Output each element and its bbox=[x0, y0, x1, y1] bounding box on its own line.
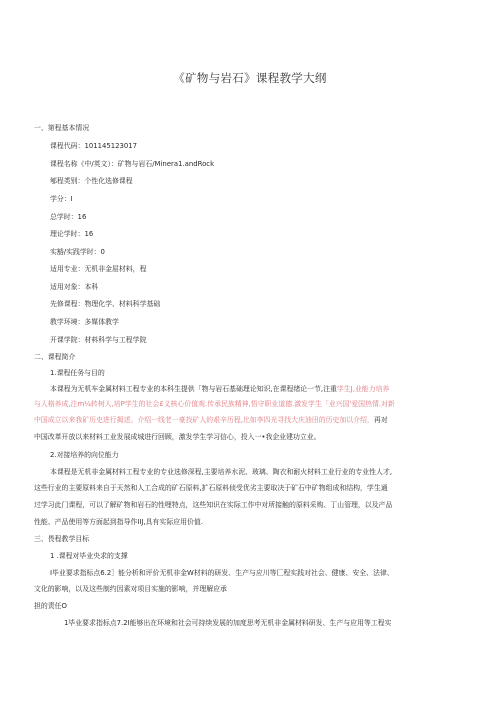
paragraph-line: I毕业要求指标点6.2］能分析和评价无机非金W材料的研发、生产与应川等匚程实践对社会、健康、安全、法律、 bbox=[50, 569, 394, 577]
highlighted-text-run: 学生J,业能力培养 bbox=[336, 385, 390, 393]
paragraph-line: 文化的影响，以及这些制约因素对项目实施的影响，并理解应承 bbox=[34, 585, 227, 593]
subheading-abilities: 2.对接培养的向位能力 bbox=[50, 451, 119, 459]
document-title: 《矿物与岩石》课程教学大纲 bbox=[173, 71, 327, 85]
paragraph-line: 1毕业要求指标点7.2I能够出在环境和社会可持续发展的加度思考无机非金属材料研发、生产与应用等工程实 bbox=[64, 619, 392, 627]
info-environment: 教学环境：多媒体教学 bbox=[50, 318, 119, 326]
info-college: 开课学院：材料科学与工程学院 bbox=[50, 336, 147, 344]
section-heading-introduction: 二、课程简介 bbox=[34, 353, 76, 361]
paragraph-line bbox=[50, 385, 389, 394]
subheading-course-task: 1.课程任务与目的 bbox=[50, 369, 105, 377]
paragraph-line: 过学习此门课程，可以了解矿物和岩石的性哩特点，这些知识在实际工作中对所接触的原料采购、丁山管理，以及产品 bbox=[34, 501, 393, 509]
info-prerequisites: 先修课程：物理化学、材料科学基础 bbox=[50, 300, 161, 308]
text-run: 再对 bbox=[373, 416, 388, 424]
paragraph-line: 本课程是无机非金属材料工程专业的专业选修深程,主要培养水泥、玻璃、陶衣和耐火材料工业行业的专业性人才, bbox=[50, 468, 393, 476]
info-target: 适用对象：本科 bbox=[50, 283, 99, 291]
highlighted-text-run: 中国成立以来我矿历史进行揭述。介绍一线老一豪找矿人的艰辛历程,比如李四光寻找大庆油田的历史加以介绍， bbox=[34, 416, 374, 424]
info-major: 适用专业：无机非金屈材料，程 bbox=[50, 265, 147, 273]
info-course-name: 课程名称《中/英文）：矿物与岩石/Minera1.andRock bbox=[50, 160, 215, 168]
subheading-support: 1 .课程对毕业央求的支撑 bbox=[50, 552, 128, 560]
paragraph-line bbox=[34, 416, 388, 425]
info-credits: 学分：I bbox=[50, 195, 73, 203]
info-practice-hours: 实豁/实践学时：0 bbox=[50, 248, 105, 256]
info-total-hours: 总学时：16 bbox=[50, 213, 87, 221]
paragraph-line-highlighted: 与人格养成,注m¼转树人,培P学生的社会£义核心价值观.传承民族精神,悟守职业道德.激发学生「业兴国'爱国热情.对新 bbox=[34, 400, 395, 408]
paragraph-line: 性能、产品使用等方面起到指导作IIJ,具有实际应用价值. bbox=[34, 518, 203, 526]
paragraph-line: 中国改革开放以来材料工业发展成城进行回顾，激发学生学习信心，投入一•我企业建功立业。 bbox=[34, 433, 321, 441]
section-heading-goals: 三、畏程教学目标 bbox=[34, 535, 90, 543]
info-course-category: 郇程类别：个性化选修课程 bbox=[50, 177, 133, 185]
paragraph-line: 担的责任O bbox=[34, 602, 67, 610]
section-heading-basic-info: 一、第程基本情况 bbox=[34, 124, 90, 132]
info-theory-hours: 理论学时：16 bbox=[50, 230, 94, 238]
paragraph-line: 这些行业的主要原料来自于天然和人工合成的矿石原料,扩石原料侦受优劣主要取决于矿石中矿物组成和结构，学生通 bbox=[34, 484, 388, 492]
text-run: 本课程为无机车金属材料工程专业的本科生提供「物与岩石基础理论知识,在课程绪论一节,注重 bbox=[50, 385, 337, 393]
info-course-code: 课程代码：101145123017 bbox=[50, 142, 138, 150]
